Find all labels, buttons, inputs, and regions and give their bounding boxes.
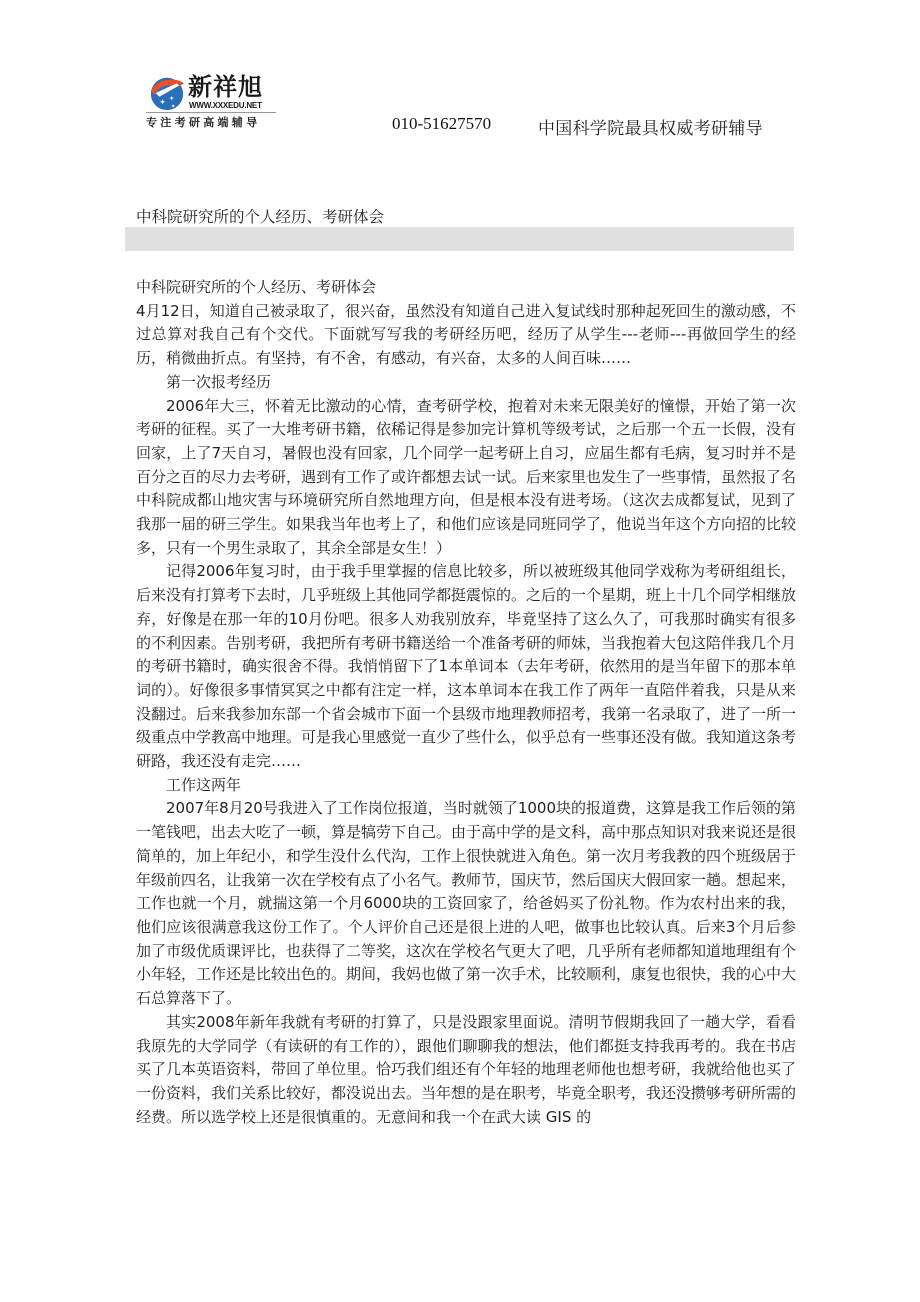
globe-plane-icon [148, 74, 186, 112]
document-title: 中科院研究所的个人经历、考研体会 [136, 208, 385, 226]
logo-slogan: 专注考研高端辅导 [146, 116, 261, 129]
body-heading: 中科院研究所的个人经历、考研体会 [136, 278, 377, 296]
brand-logo [146, 70, 281, 130]
body-paragraph: 记得2006年复习时，由于我手里掌握的信息比较多，所以被班级其他同学戏称为考研组组长，后来没有打算考下去时，几乎班级上其他同学都挺震惊的。之后的一个星期，班上十几个同学相继放弃，好像是在那一年的10月份吧。很多人劝我别放弃，毕竟坚持了这么久了，可我那时确实有很多的不利因素。告别考研，我把所有考研书籍送给一个准备考研的师妹，当我抱着大包这陪伴我几个月的考研书籍时，确实很舍不得。我悄悄留下了1本单词本（去年考研，依然用的是当年留下的那本单词的）。好像很多事情冥冥之中都有注定一样，这本单词本在我工作了两年一直陪伴着我，只是从来没翻过。后来我参加东部一个省会城市下面一个县级市地理教师招考，我第一名录取了，进了一所一级重点中学教高中地理。可是我心里感觉一直少了些什么，似乎总有一些事还没有做。我知道这条考研路，我还没有走完…… [136, 562, 797, 771]
document-body [136, 276, 796, 1129]
svg-text:✦: ✦ [159, 97, 166, 107]
title-underbar [125, 227, 794, 251]
section-heading-first-exam: 第一次报考经历 [166, 372, 272, 391]
header-tagline: 中国科学院最具权威考研辅导 [538, 119, 763, 139]
body-paragraph: 2006年大三，怀着无比激动的心情，查考研学校，抱着对未来无限美好的憧憬，开始了第一次考研的征程。买了一大堆考研书籍，依稀记得是参加完计算机等级考试，之后那一个五一长假，没有回家，上了7天自习，暑假也没有回家，几个同学一起考研上自习，应届生都有毛病，复习时并不是百分之百的尽力去考研，遇到有工作了或许都想去试一试。后来家里也发生了一些事情，虽然报了名中科院成都山地灾害与环境研究所自然地理方向，但是根本没有进考场。（这次去成都复试，见到了我那一届的研三学生。如果我当年也考上了，和他们应该是同班同学了，他说当年这个方向招的比较多，只有一个男生录取了，其余全部是女生！） [136, 396, 797, 557]
logo-divider [146, 112, 276, 113]
section-heading-work-years: 工作这两年 [166, 775, 242, 794]
header-phone: 010-51627570 [392, 114, 492, 133]
body-paragraph-intro: 4月12日，知道自己被录取了，很兴奋，虽然没有知道自己进入复试线时那种起死回生的激动感，不过总算对我自己有个交代。下面就写写我的考研经历吧，经历了从学生---老师---再做回学生的经历，稍微曲折点。有坚持，有不舍，有感动，有兴奋，太多的人间百味…… [136, 301, 796, 368]
logo-brand-name: 新祥旭 [188, 73, 263, 101]
body-paragraph: 2007年8月20号我进入了工作岗位报道，当时就领了1000块的报道费，这算是我工作后领的第一笔钱吧，出去大吃了一顿，算是犒劳下自己。由于高中学的是文科，高中那点知识对我来说还是很简单的，加上年纪小，和学生没什么代沟，工作上很快就进入角色。第一次月考我教的四个班级居于年级前四名，让我第一次在学校有点了小名气。教师节，国庆节，然后国庆大假回家一趟。想起来，工作也就一个月，就揣这第一个月6000块的工资回家了，给爸妈买了份礼物。作为农村出来的我，他们应该很满意我这份工作了。个人评价自己还是很上进的人吧，做事也比较认真。后来3个月后参加了市级优质课评比，也获得了二等奖，这次在学校名气更大了吧，几乎所有老师都知道地理组有个小年轻，工作还是比较出色的。期间，我妈也做了第一次手术，比较顺利，康复也很快，我的心中大石总算落下了。 [136, 799, 797, 1008]
svg-text:✦: ✦ [168, 94, 175, 103]
svg-text:✦: ✦ [170, 104, 176, 111]
logo-url: WWW.XXXEDU.NET [189, 101, 262, 110]
body-paragraph: 其实2008年新年我就有考研的打算了，只是没跟家里面说。清明节假期我回了一趟大学，看看我原先的大学同学（有读研的有工作的），跟他们聊聊我的想法，他们都挺支持我再考的。我在书店买了几本英语资料，带回了单位里。恰巧我们组还有个年轻的地理老师他也想考研，我就给他也买了一份资料，我们关系比较好，都没说出去。当年想的是在职考，毕竟全职考，我还没攒够考研所需的经费。所以选学校上还是很慎重的。无意间和我一个在武大读 GIS 的 [136, 1012, 797, 1126]
